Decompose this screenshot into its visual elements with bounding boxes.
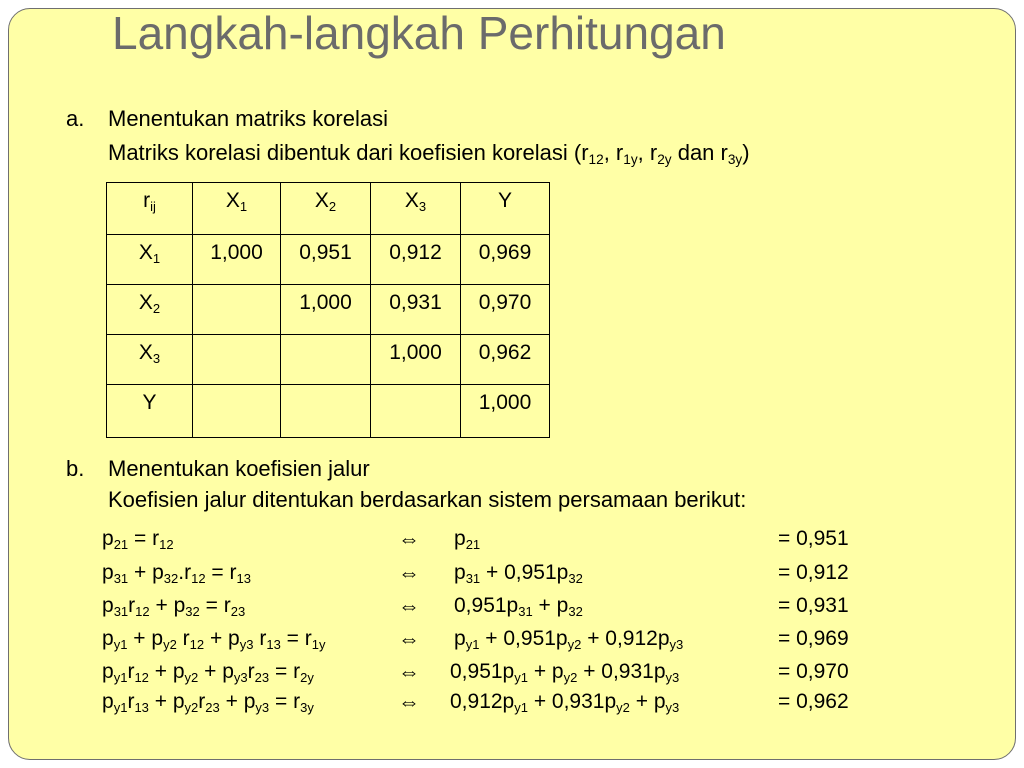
row-label: $X_2$ [107, 285, 193, 335]
table-cell: 1,000 [281, 285, 371, 335]
equation-lhs: $p_{y1}r_{12} + p_{y2} + p_{y3}r_{23} = r_{2y}$ [102, 660, 314, 685]
equivalence-arrow-icon: ⇔ [398, 593, 420, 618]
equation-lhs: $p_{y1} + p_{y2}$ $r_{12} + p_{y3}$ $r_{13} = r_{1y}$ [102, 627, 326, 652]
equation-value: = 0,931 [778, 594, 849, 617]
table-header-x1: $X_1$ [193, 183, 281, 235]
section-b-marker: b. [66, 456, 85, 481]
equivalence-arrow-icon: ⇔ [398, 560, 420, 585]
table-header-y: Y [461, 183, 550, 235]
table-row [107, 335, 550, 385]
row-label: $X_3$ [107, 335, 193, 385]
table-row [107, 285, 550, 335]
section-b-heading: Menentukan koefisien jalur [108, 456, 370, 481]
table-row [107, 385, 550, 438]
equivalence-arrow-icon: ⇔ [398, 659, 420, 684]
section-b-description: Koefisien jalur ditentukan berdasarkan sistem persamaan berikut: [108, 487, 747, 512]
row-label: Y [107, 385, 193, 438]
equivalence-arrow-icon: ⇔ [398, 689, 420, 714]
table-corner-cell: $r_{ij}$ [107, 183, 193, 235]
section-a-marker: a. [66, 106, 85, 131]
table-cell: 0,962 [461, 335, 550, 385]
table-cell [281, 385, 371, 438]
equation-rhs: $0,912p_{y1} + 0,931p_{y2} + p_{y3}$ [450, 690, 680, 715]
equation-rhs: $p_{21}$ [454, 527, 481, 552]
table-header-x3: $X_3$ [371, 183, 461, 235]
table-cell: 1,000 [461, 385, 550, 438]
equation-lhs: $p_{y1}r_{13} + p_{y2}r_{23} + p_{y3} = r_{3y}$ [102, 690, 314, 715]
correlation-matrix-table [106, 182, 550, 438]
equation-rhs: $0,951p_{31} + p_{32}$ [454, 594, 583, 619]
table-cell [193, 285, 281, 335]
equation-lhs: $p_{21} = r_{12}$ [102, 527, 174, 552]
table-cell: 1,000 [193, 235, 281, 285]
table-header-x2: $X_2$ [281, 183, 371, 235]
table-cell: 0,969 [461, 235, 550, 285]
table-cell [371, 385, 461, 438]
table-cell [193, 385, 281, 438]
equation-value: = 0,962 [778, 690, 849, 713]
equation-rhs: $0,951p_{y1} + p_{y2} + 0,931p_{y3}$ [450, 660, 680, 685]
slide-title: Langkah-langkah Perhitungan [112, 7, 726, 59]
table-cell: 0,970 [461, 285, 550, 335]
table-cell [281, 335, 371, 385]
row-label: $X_1$ [107, 235, 193, 285]
equation-rhs: $p_{y1} + 0,951p_{y2} + 0,912p_{y3}$ [454, 627, 684, 652]
table-cell: 1,000 [371, 335, 461, 385]
equation-lhs: $p_{31}r_{12} + p_{32} = r_{23}$ [102, 594, 246, 619]
equation-value: = 0,951 [778, 527, 849, 550]
equivalence-arrow-icon: ⇔ [398, 626, 420, 651]
table-header-row [107, 183, 550, 235]
equation-value: = 0,970 [778, 660, 849, 683]
equation-value: = 0,912 [778, 561, 849, 584]
equation-rhs: $p_{31} + 0,951p_{32}$ [454, 561, 583, 586]
table-cell [193, 335, 281, 385]
equation-lhs: $p_{31} + p_{32}.r_{12} = r_{13}$ [102, 561, 252, 586]
section-a-description: Matriks korelasi dibentuk dari koefisien korelasi ($r_{12}$, $r_{1y}$, $r_{2y}$ dan $r_{3y}$) [108, 140, 750, 168]
table-row [107, 235, 550, 285]
table-cell: 0,951 [281, 235, 371, 285]
table-cell: 0,931 [371, 285, 461, 335]
table-cell: 0,912 [371, 235, 461, 285]
equivalence-arrow-icon: ⇔ [398, 526, 420, 551]
equation-value: = 0,969 [778, 627, 849, 650]
section-a-heading: Menentukan matriks korelasi [108, 106, 389, 131]
